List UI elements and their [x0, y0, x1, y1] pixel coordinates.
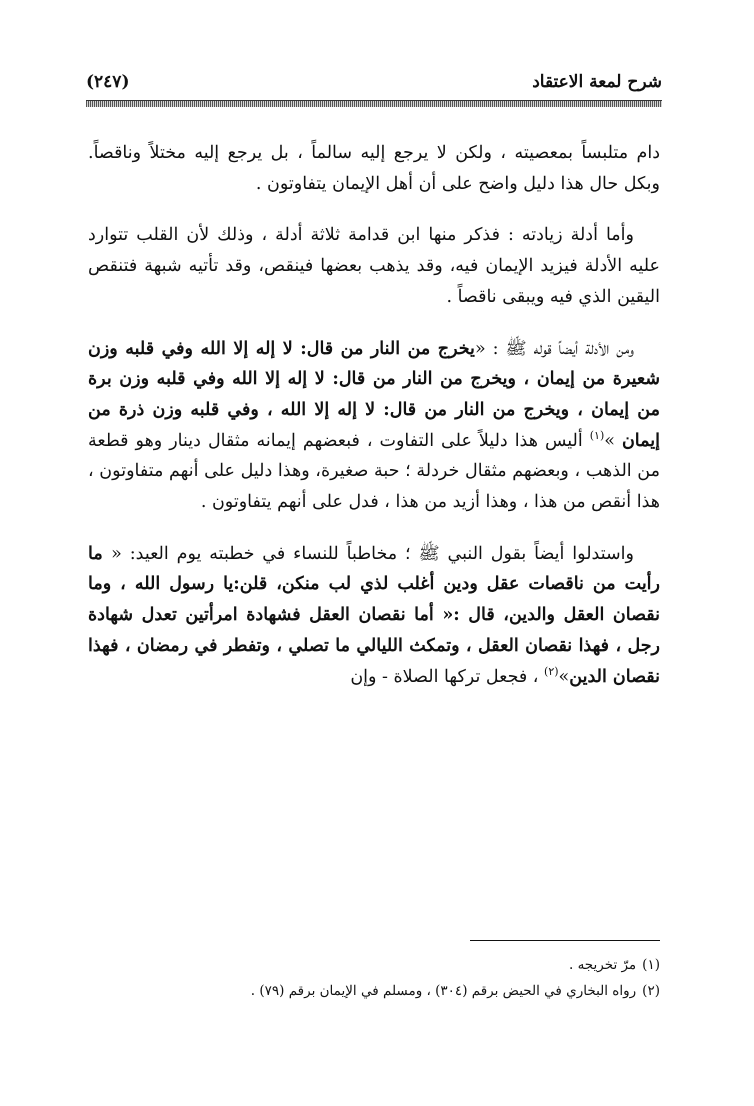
footnote-ref-1[interactable]: (١)	[589, 428, 605, 442]
page-number: (٢٤٧)	[86, 72, 130, 92]
paragraph-3-intro: ومن الأدلة أيضاً قوله ﷺ : «	[474, 338, 634, 359]
paragraph-4-rest: ، فجعل تركها الصلاة - وإن	[350, 666, 545, 687]
quote-close-1: »	[604, 430, 622, 451]
footnote-ref-2[interactable]: (٢)	[544, 664, 559, 678]
hadith-quote-1: يخرج من النار من قال: لا إله إلا الله وفي قلبه وزن شعيرة من إيمان ، ويخرج من النار من قال: لا إله إلا الله وفي قلبه وزن برة من إيمان ، ويخرج من النار من قال: لا إله إلا الله ، وفي قلبه وزن ذرة من إيمان	[88, 338, 660, 451]
paragraph-1: دام متلبساً بمعصيته ، ولكن لا يرجع إليه سالماً ، بل يرجع إليه مختلاً وناقصاً. وبكل حال هذا دليل واضح على أن أهل الإيمان يتفاوتون .	[88, 143, 660, 194]
paragraph-3-rest: أليس هذا دليلاً على التفاوت ، فبعضهم إيمانه مثقال دينار وهو قطعة من الذهب ، وبعضهم مثقال خردلة ؛ حبة صغيرة، وهذا دليل على أنهم متفاوتون ، هذا أنقص من هذا ، وهذا أزيد من هذا ، فدل على أنهم يتفاوتون .	[88, 430, 660, 513]
footnote-2-number: (٢)	[642, 983, 660, 999]
hadith-quote-2: ما رأيت من ناقصات عقل ودين أغلب لذي لب منكن، قلن:يا رسول الله ، وما نقصان العقل والدين، قال :« أما نقصان العقل فشهادة امرأتين تعدل شهادة رجل ، فهذا نقصان العقل ، وتمكث الليالي ما تصلي ، وتفطر في رمضان ، فهذا نقصان الدين	[88, 543, 660, 687]
footnotes	[100, 952, 660, 1004]
book-title: شرح لمعة الاعتقاد	[532, 72, 662, 92]
main-text	[88, 138, 660, 692]
quote-close-2: »	[558, 666, 570, 687]
footnote-1-text: مرّ تخريجه .	[568, 957, 637, 973]
paragraph-4	[88, 539, 660, 693]
running-header	[86, 66, 662, 98]
paragraph-3	[88, 334, 660, 518]
footnote-1	[100, 952, 660, 978]
footnote-separator	[470, 940, 660, 941]
footnote-2	[100, 978, 660, 1004]
footnote-1-number: (١)	[642, 957, 660, 973]
header-rule	[86, 100, 662, 107]
paragraph-2: وأما أدلة زيادته : فذكر منها ابن قدامة ثلاثة أدلة ، وذلك لأن القلب تتوارد عليه الأدلة فيزيد الإيمان فيه، وقد يذهب بعضها فينقص، وقد تأتيه شبهة فتنقص اليقين الذي فيه ويبقى ناقصاً .	[88, 225, 660, 307]
footnote-2-text: رواه البخاري في الحيض برقم (٣٠٤) ، ومسلم في الإيمان برقم (٧٩) .	[250, 983, 637, 999]
paragraph-4-intro: واستدلوا أيضاً بقول النبي ﷺ ؛ مخاطباً للنساء في خطبته يوم العيد: «	[111, 543, 634, 564]
